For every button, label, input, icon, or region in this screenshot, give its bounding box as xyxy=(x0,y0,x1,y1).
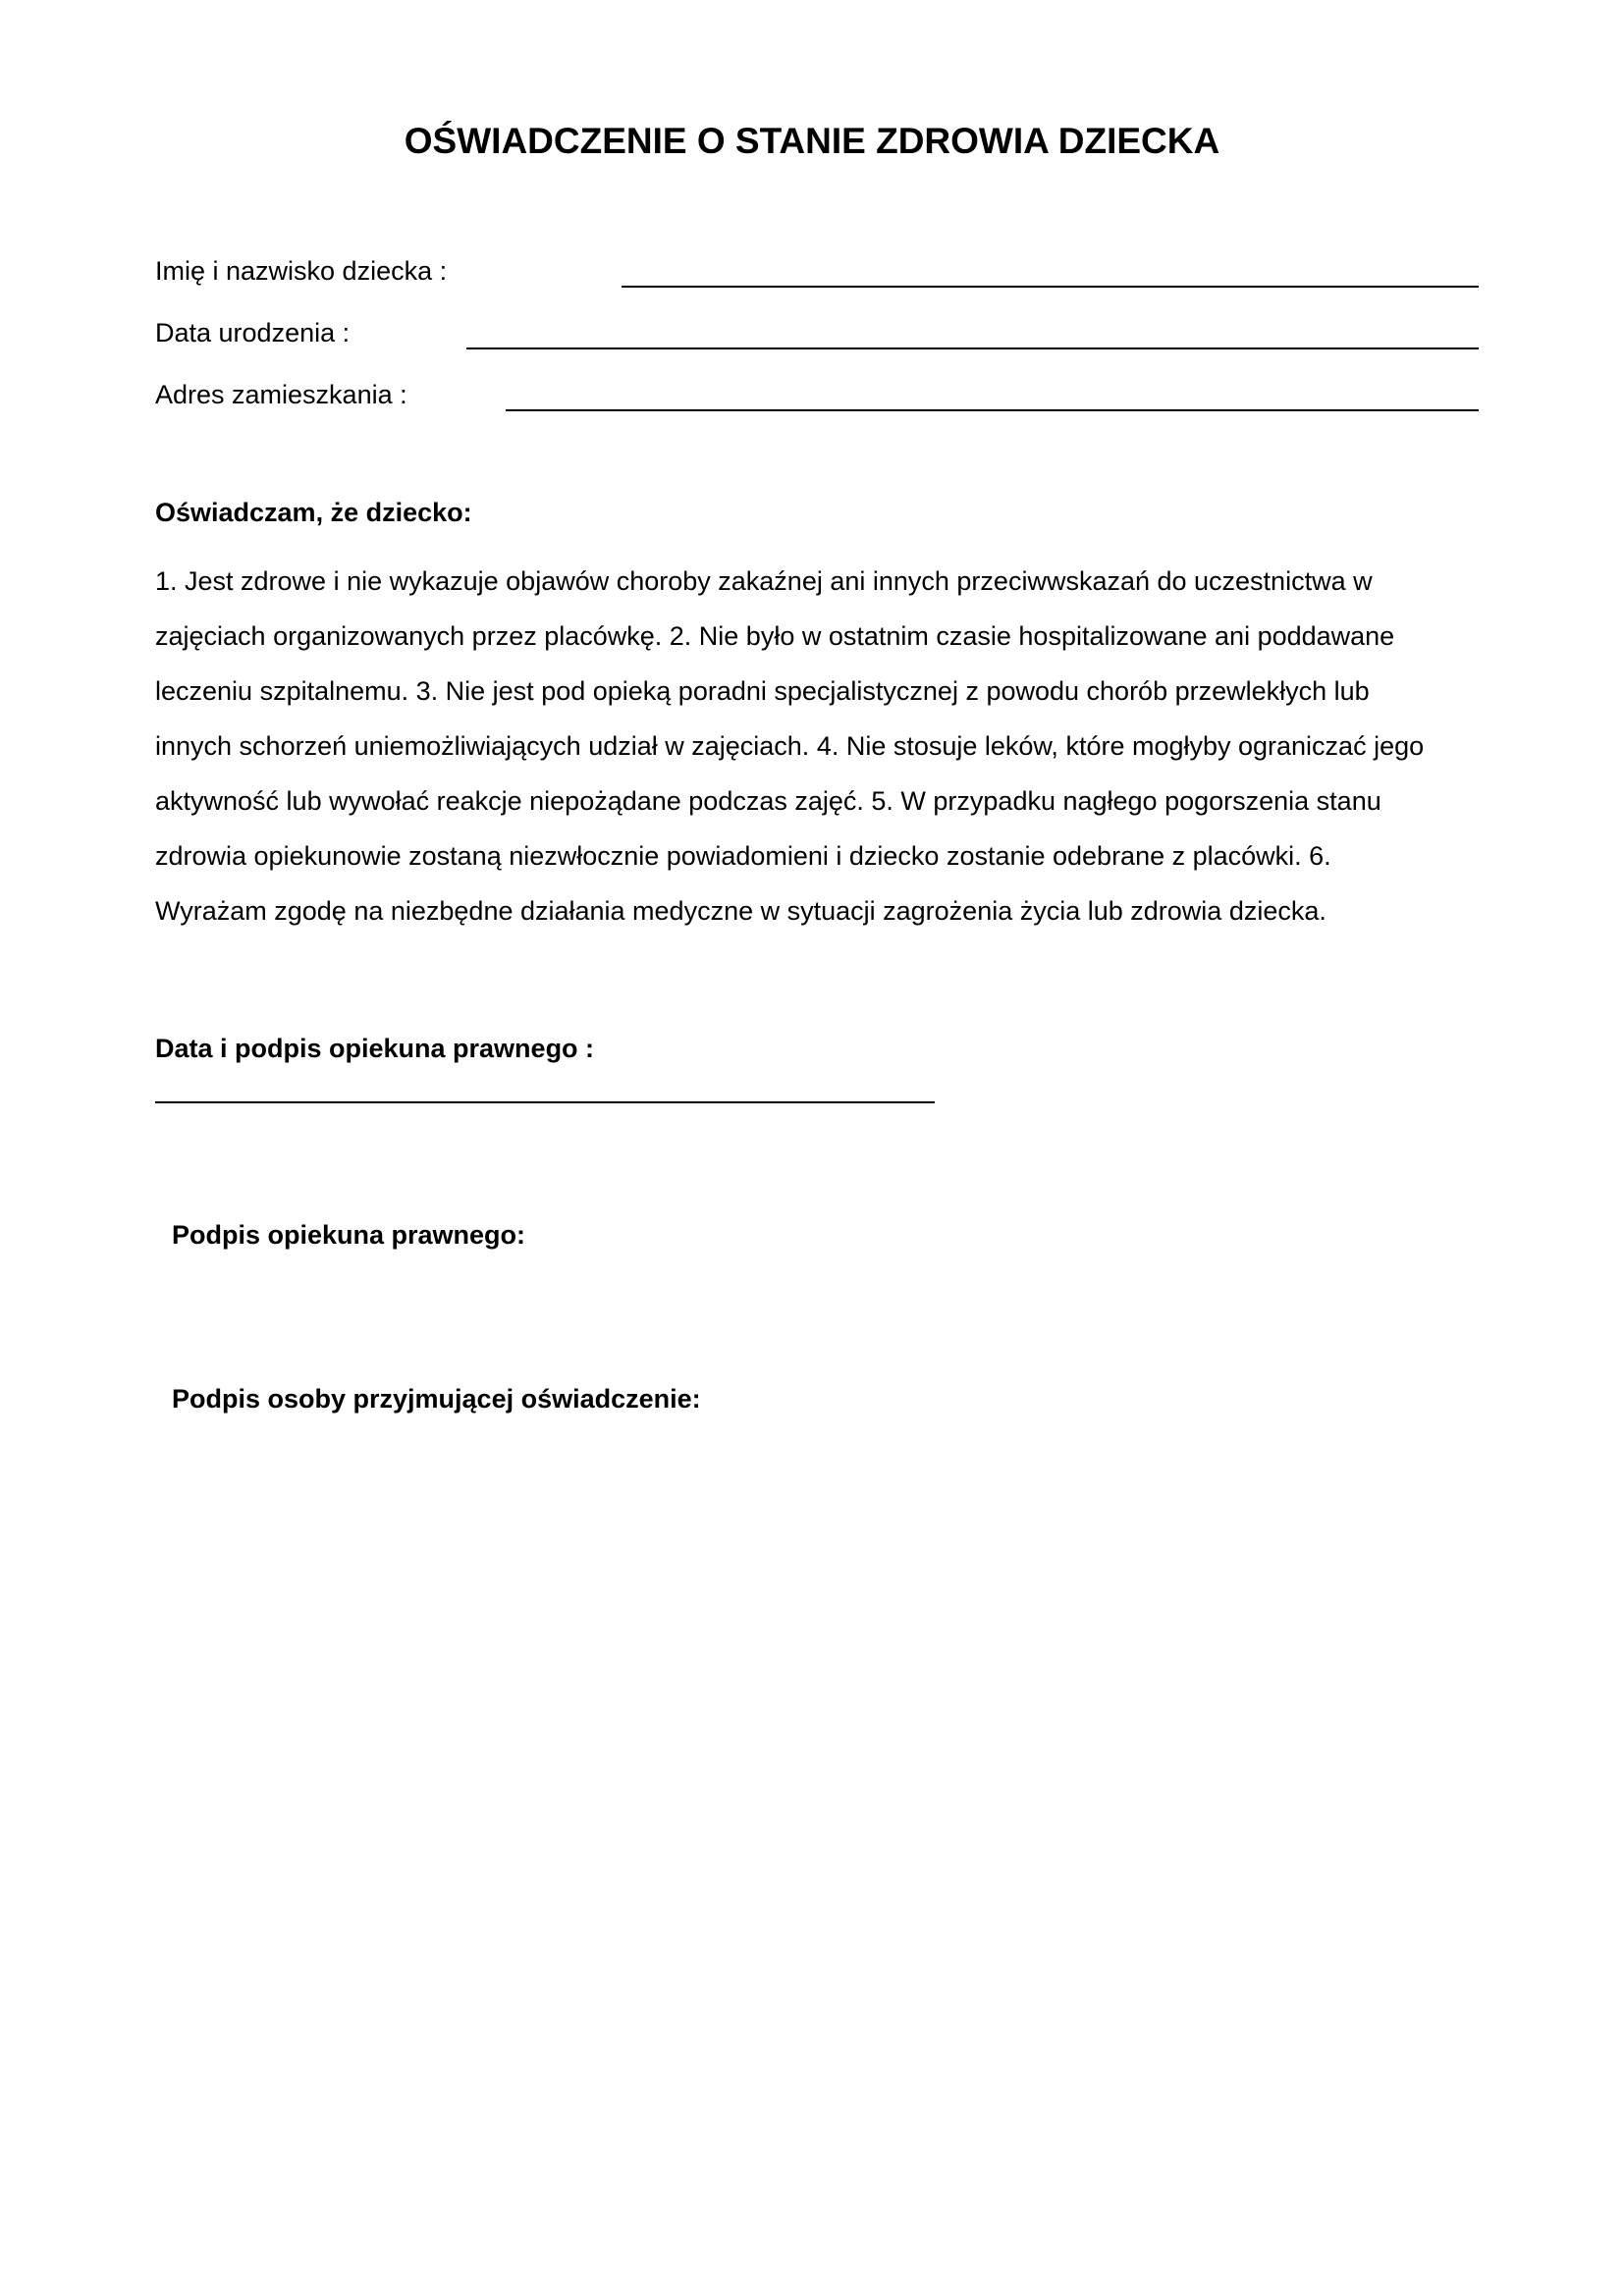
declaration-body xyxy=(155,554,1479,938)
birth-date-line[interactable] xyxy=(466,347,1479,349)
birth-date-field xyxy=(155,315,1479,358)
child-name-field xyxy=(155,253,1479,296)
document-title: OŚWIADCZENIE O STANIE ZDROWIA DZIECKA xyxy=(404,121,1220,161)
declaration-heading: Oświadczam, że dziecko: xyxy=(155,498,472,527)
birth-date-label: Data urodzenia : xyxy=(155,318,351,347)
date-signature-label: Data i podpis opiekuna prawnego : xyxy=(155,1034,595,1063)
child-name-line[interactable] xyxy=(622,286,1479,288)
date-signature-line[interactable] xyxy=(155,1101,935,1103)
declaration-line: innych schorzeń uniemożliwiających udział w zajęciach. 4. Nie stosuje leków, które mogłyby ograniczać jego xyxy=(155,731,1425,761)
declaration-line: Wyrażam zgodę na niezbędne działania medyczne w sytuacji zagrożenia życia lub zdrowia dziecka. xyxy=(155,896,1326,926)
receiver-signature-label: Podpis osoby przyjmującej oświadczenie: xyxy=(172,1384,701,1414)
address-field xyxy=(155,377,1479,420)
guardian-signature-label: Podpis opiekuna prawnego: xyxy=(172,1220,526,1250)
address-label: Adres zamieszkania : xyxy=(155,380,407,409)
declaration-line: 1. Jest zdrowe i nie wykazuje objawów choroby zakaźnej ani innych przeciwwskazań do uczestnictwa w xyxy=(155,566,1373,596)
declaration-line: zdrowia opiekunowie zostaną niezwłocznie powiadomieni i dziecko zostanie odebrane z placówki. 6. xyxy=(155,841,1331,871)
child-name-label: Imię i nazwisko dziecka : xyxy=(155,256,448,286)
declaration-line: leczeniu szpitalnemu. 3. Nie jest pod opieką poradni specjalistycznej z powodu chorób przewlekłych lub xyxy=(155,676,1370,706)
address-line[interactable] xyxy=(506,409,1479,411)
declaration-line: aktywność lub wywołać reakcje niepożądane podczas zajęć. 5. W przypadku nagłego pogorszenia stanu xyxy=(155,786,1381,816)
declaration-line: zajęciach organizowanych przez placówkę. 2. Nie było w ostatnim czasie hospitalizowane ani poddawane xyxy=(155,621,1395,651)
